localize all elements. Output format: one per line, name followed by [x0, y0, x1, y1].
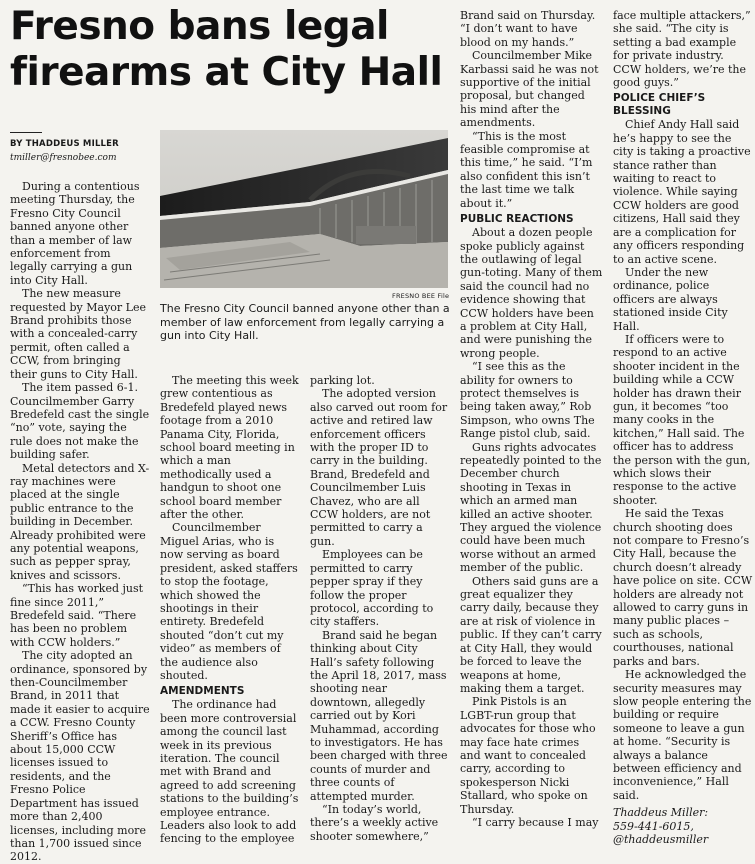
photo-credit: FRESNO BEE File: [392, 292, 450, 300]
paragraph: parking lot.: [310, 374, 375, 387]
headline-line-1: Fresno bans legal: [10, 4, 389, 49]
headline: [10, 4, 450, 96]
paragraph: “This is the most feasible compromise at this time,” he said. “I’m also confident this isn’t the last time we talk about it.”: [460, 129, 593, 210]
city-hall-photo: [160, 130, 448, 288]
paragraph: Brand said on Thursday. “I don’t want to have blood on my hands.”: [460, 9, 596, 49]
paragraph: Councilmember Miguel Arias, who is now serving as board president, asked staffers to stop the footage, which showed the shootings in their entirety. Bredefeld shouted “don’t cut my video” as members of the audience also shouted.: [160, 521, 298, 682]
subhead-police-chief: POLICE CHIEF’S BLESSING: [613, 92, 706, 118]
paragraph: “I see this as the ability for owners to protect themselves is being taken away,” Rob Simpson, who owns The Range pistol club, said.: [460, 360, 595, 441]
paragraph: “I carry because I may: [472, 815, 599, 829]
paragraph: Guns rights advocates repeatedly pointed to the December church shooting in Texas in which an armed man killed an active shooter. They argued the violence could have been much worse without an armed member of the public.: [460, 440, 602, 575]
signature-name: Thaddeus Miller:: [613, 806, 709, 820]
paragraph: Metal detectors and X-ray machines were placed at the single public entrance to the building in December. Already prohibited were any potential weapons, such as pepper spray, knives and scissors.: [10, 461, 150, 582]
subhead-public-reactions: PUBLIC REACTIONS: [460, 213, 574, 226]
paragraph: The ordinance had been more controversial among the council last week in its previous iteration. The council met with Brand and agreed to add screening stations to the building’s employee entrance. Leaders also look to add fencing to the employee: [160, 698, 299, 846]
paragraph: “In today’s world, there’s a weekly active shooter somewhere,”: [310, 803, 439, 843]
paragraph: About a dozen people spoke publicly against the outlawing of legal gun-toting. Many of them said the council had no evidence showing that CCW holders have been a problem at City Hall, and were punishing the wrong people.: [460, 226, 603, 360]
paragraph: Councilmember Mike Karbassi said he was not supportive of the initial proposal, but changed his mind after the amendments.: [460, 49, 599, 130]
article-column-2: [160, 374, 300, 846]
byline-rule: [10, 132, 42, 133]
signature-phone: 559-441-6015,: [613, 819, 694, 833]
paragraph: The meeting this week grew contentious as Bredefeld played news footage from a 2010 Panama City, Florida, school board meeting in which a man methodically used a handgun to shoot one school board member after the other.: [160, 374, 299, 522]
photo-caption: The Fresno City Council banned anyone other than a member of law enforcement from legally carrying a gun into City Hall.: [160, 302, 450, 342]
paragraph: face multiple attackers,” she said. “The city is setting a bad example for private industry. CCW holders, we’re the good guys.”: [613, 9, 751, 90]
paragraph: Under the new ordinance, police officers are always stationed inside City Hall.: [613, 265, 728, 333]
paragraph: Others said guns are a great equalizer they carry daily, because they are at risk of violence in public. If they can’t carry at City Hall, they would be forced to leave the weapons at home, making them a target.: [460, 574, 602, 695]
headline-line-2: firearms at City Hall: [10, 50, 443, 95]
paragraph: During a contentious meeting Thursday, the Fresno City Council banned anyone other than a member of law enforcement from legally carrying a gun into City Hall.: [10, 180, 140, 287]
paragraph: Pink Pistols is an LGBT-run group that advocates for those who may face hate crimes and want to concealed carry, according to spokesperson Nicki Stallard, who spoke on Thursday.: [460, 695, 596, 816]
article-column-1: [10, 180, 150, 864]
paragraph: He acknowledged the security measures may slow people entering the building or require someone to leave a gun at home. “Security is always a balance between efficiency and inconvenience,” Hall said.: [613, 668, 752, 802]
paragraph: “This has worked just fine since 2011,” Bredefeld said. “There has been no problem with CCW holders.”: [10, 582, 144, 649]
paragraph: Brand said he began thinking about City Hall’s safety following the April 18, 2017, mass shooting near downtown, allegedly carried out by Kori Muhammad, according to investigators. He has been charged with three counts of murder and three counts of attempted murder.: [310, 628, 448, 803]
paragraph: Chief Andy Hall said he’s happy to see the city is taking a proactive stance rather than waiting to react to violence. While saying CCW holders are good citizens, Hall said they are a complication for any officers responding to an active scene.: [613, 118, 751, 266]
paragraph: The adopted version also carved out room for active and retired law enforcement officers with the proper ID to carry in the building. Brand, Bredefeld and Councilmember Luis Chavez, who are all CCW holders, are not permitted to carry a gun.: [310, 387, 448, 548]
subhead-amendments: AMENDMENTS: [160, 685, 245, 698]
article-column-5: [613, 9, 753, 846]
article-column-3: [310, 374, 450, 843]
paragraph: The city adopted an ordinance, sponsored by then-Councilmember Brand, in 2011 that made it easier to acquire a CCW. Fresno County Sheriff’s Office has about 15,000 CCW licenses issued to residents, and the Fresno Police Department has issued more than 2,400 licenses, including more than 1,700 issued since 2012.: [10, 649, 150, 864]
byline: BY THADDEUS MILLER: [10, 139, 119, 149]
paragraph: The new measure requested by Mayor Lee Brand prohibits those with a concealed-carry permit, often called a CCW, from bringing their guns to City Hall.: [10, 287, 147, 381]
article-column-4: [460, 9, 603, 829]
paragraph: Employees can be permitted to carry pepper spray if they follow the proper protocol, according to city staffers.: [310, 548, 434, 629]
byline-email: tmiller@fresnobee.com: [10, 153, 117, 163]
paragraph: He said the Texas church shooting does not compare to Fresno’s City Hall, because the church doesn’t already have police on site. CCW holders are already not allowed to carry guns in many public places – such as schools, courthouses, national parks and bars.: [613, 507, 753, 668]
signature-handle: @thaddeusmiller: [613, 832, 709, 846]
paragraph: If officers were to respond to an active shooter incident in the building while a CCW holder has drawn their gun, it becomes “too many cooks in the kitchen,” Hall said. The officer has to address the person with the gun, which slows their response to the active shooter.: [613, 332, 751, 507]
paragraph: The item passed 6-1. Councilmember Garry Bredefeld cast the single “no” vote, saying the rule does not make the building safer.: [10, 381, 150, 462]
